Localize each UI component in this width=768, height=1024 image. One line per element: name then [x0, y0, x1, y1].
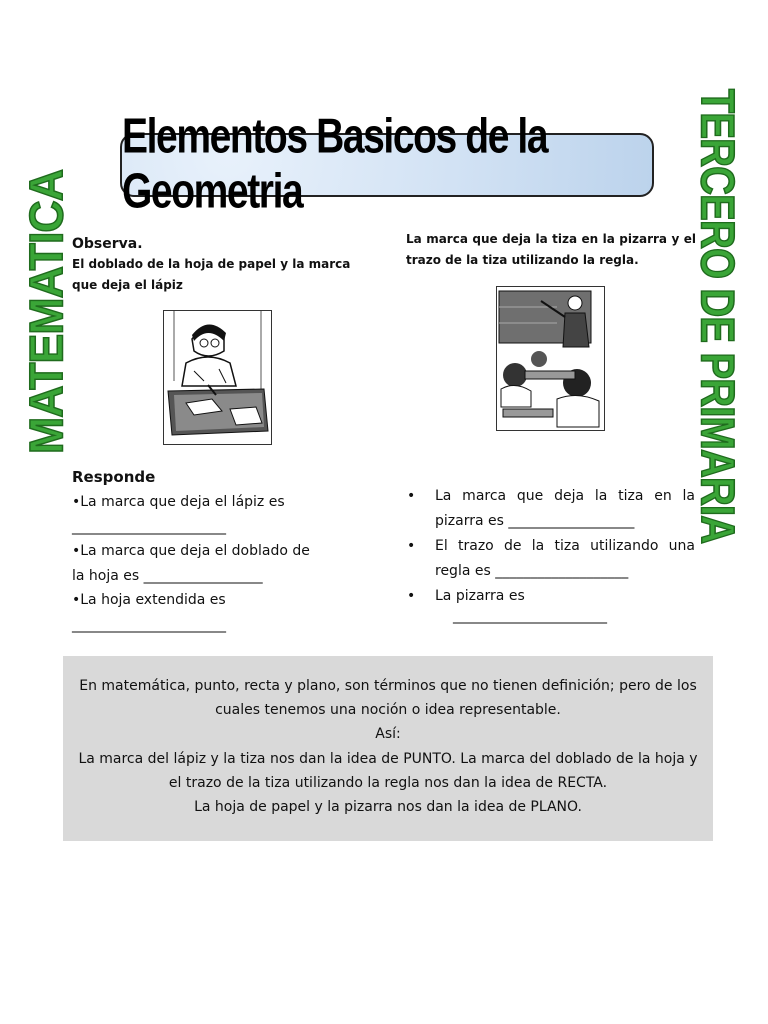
left-question-list — [72, 490, 322, 637]
list-item-text: El trazo de la tiza utilizando una regla es ___________________ — [435, 538, 695, 579]
bullet: • — [407, 538, 416, 554]
list-item — [405, 534, 695, 583]
list-item: •La hoja extendida es — [72, 592, 226, 608]
classroom-illustration — [496, 286, 605, 431]
answer-blank: ______________________ — [72, 616, 226, 633]
list-item: la hoja es _________________ — [72, 567, 263, 584]
list-item: •La marca que deja el lápiz es — [72, 494, 285, 510]
answer-blank: ______________________ — [453, 608, 607, 624]
list-item — [405, 584, 695, 609]
info-line: Así: — [375, 726, 401, 743]
bullet: • — [407, 588, 416, 604]
student-drawing-illustration — [163, 310, 272, 445]
list-item-text: La marca que deja la tiza en la pizarra es __________________ — [435, 488, 695, 529]
definition-box — [63, 656, 713, 841]
list-item: •La marca que deja el doblado de — [72, 543, 310, 559]
info-line: La marca del lápiz y la tiza nos dan la idea de PUNTO. La marca del doblado de la hoja y — [78, 750, 698, 767]
observe-description: El doblado de la hoja de papel y la marca que deja el lápiz — [72, 257, 351, 292]
right-question-list — [405, 484, 695, 610]
observe-heading: Observa. — [72, 236, 143, 252]
list-item — [405, 484, 695, 533]
respond-heading: Responde — [72, 468, 156, 486]
right-description: La marca que deja la tiza en la pizarra y el trazo de la tiza utilizando la regla. — [406, 232, 696, 267]
list-item-text: La pizarra es — [435, 588, 525, 604]
info-line: La hoja de papel y la pizarra nos dan la idea de PLANO. — [194, 799, 582, 816]
info-line: el trazo de la tiza utilizando la regla nos dan la idea de RECTA. — [168, 774, 608, 791]
title-banner — [120, 110, 654, 219]
bullet: • — [407, 488, 416, 504]
info-line: En matemática, punto, recta y plano, son términos que no tienen definición; pero de los — [79, 678, 697, 694]
side-label-grade: TERCERO DE PRIMARIA — [691, 88, 745, 544]
info-line: cuales tenemos una noción o idea representable. — [215, 702, 561, 719]
side-label-matematica: MATEMATICA — [19, 170, 73, 454]
answer-blank: ______________________ — [72, 518, 226, 535]
page-title: Elementos Basicos de la Geometria — [122, 110, 548, 219]
